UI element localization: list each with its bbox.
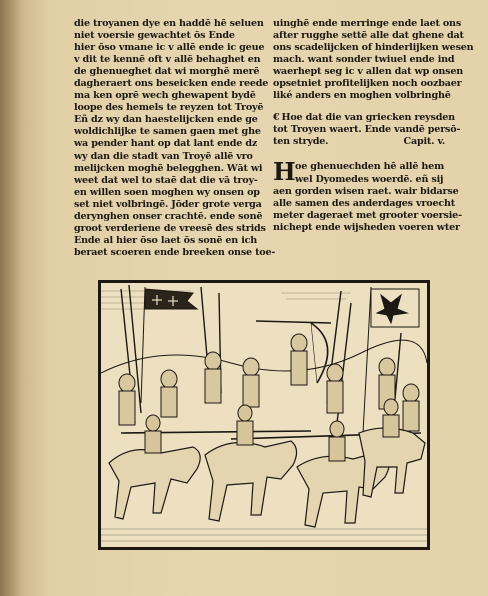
battle-woodcut-illustration	[98, 280, 430, 550]
text-line: en willen soen moghen wy onsen op	[74, 186, 260, 198]
text-line: niet voersie gewachtet ōs Ende	[74, 30, 235, 42]
text-line: ma ken oprē wech ghewapent bydē	[74, 90, 256, 102]
chapter-heading	[273, 112, 461, 148]
decorated-initial: H	[273, 157, 296, 187]
text-line: mach. want sonder twiuel ende ind	[273, 54, 455, 66]
text-line: opsetniet profitelijken noch oozbaer	[273, 78, 462, 90]
text-line: die troyanen dye en haddē hē seluen	[74, 18, 264, 29]
text-line: weet dat wel to staē dat die vā troy-	[74, 174, 258, 186]
text-line: Ende al hier ōso laet ōs sonē en ich	[74, 234, 258, 246]
text-line: de ghenueghet dat wi morghē merē	[74, 66, 260, 78]
text-line: nichept ende wijsheden voeren wter	[273, 221, 460, 233]
heading-line: tot Troyen waert. Ende vandē persō-	[273, 124, 461, 136]
text-line: woldichlijke te samen gaen met ghe	[74, 126, 261, 138]
text-line: hier ōso vmane ic v allē ende ic geue	[74, 42, 265, 54]
text-line: waerhept seg ic v allen dat wp onsen	[273, 66, 464, 78]
text-line: liké anders en moghen volbringhē	[273, 90, 451, 102]
text-line: wel Dyomedes woerdē. eñ sij	[295, 173, 444, 185]
text-line: after rugghe settē alle dat ghene dat	[273, 30, 464, 42]
text-line: groot verderiene de vreesē des strids	[74, 222, 266, 234]
text-line: loope des hemels te reyzen tot Troyē	[74, 102, 264, 114]
text-line: derynghen onser crachtē. ende sonē	[74, 210, 263, 222]
text-line: aen gorden wisen raet. wair bidarse	[273, 185, 459, 197]
text-line: wy dan die stadt van Troyē allē vro	[74, 150, 253, 162]
right-text-column	[273, 18, 474, 234]
text-line: ons scadelijcken of hinderlijken wesen	[273, 42, 474, 54]
heading-line: Hoe dat die van griecken reysden	[281, 112, 455, 124]
text-line: Eñ dz wy dan haestelijcken ende ge	[74, 114, 258, 126]
text-line: wa pender hant op dat lant ende dz	[74, 138, 258, 150]
text-line: set niet volbringē. Jōder grote verga	[74, 198, 262, 210]
text-line: melijcken moghē belegghen. Wāt wi	[74, 162, 263, 174]
chapter-body	[273, 157, 462, 233]
text-line: beraet scoeren ende breeken onse toe-	[74, 246, 276, 258]
text-line: uinghē ende merringe ende laet ons	[273, 18, 462, 29]
text-line: meter dageraet met grooter voersie-	[273, 209, 462, 221]
left-text-column	[74, 18, 276, 259]
text-line: v dit te kennē oft v allē behaghet en	[74, 54, 261, 66]
book-gutter	[0, 0, 22, 596]
text-line: dagheraert ons beseicken ende reede	[74, 78, 269, 90]
text-line: alle samen des anderdages vroecht	[273, 197, 456, 209]
chapter-number: Capit. v.	[403, 136, 445, 148]
paragraph-mark-icon: €	[273, 112, 280, 124]
text-line: oe ghenuechden hē allē hem	[295, 161, 445, 173]
heading-line: ten stryde.	[273, 136, 329, 148]
